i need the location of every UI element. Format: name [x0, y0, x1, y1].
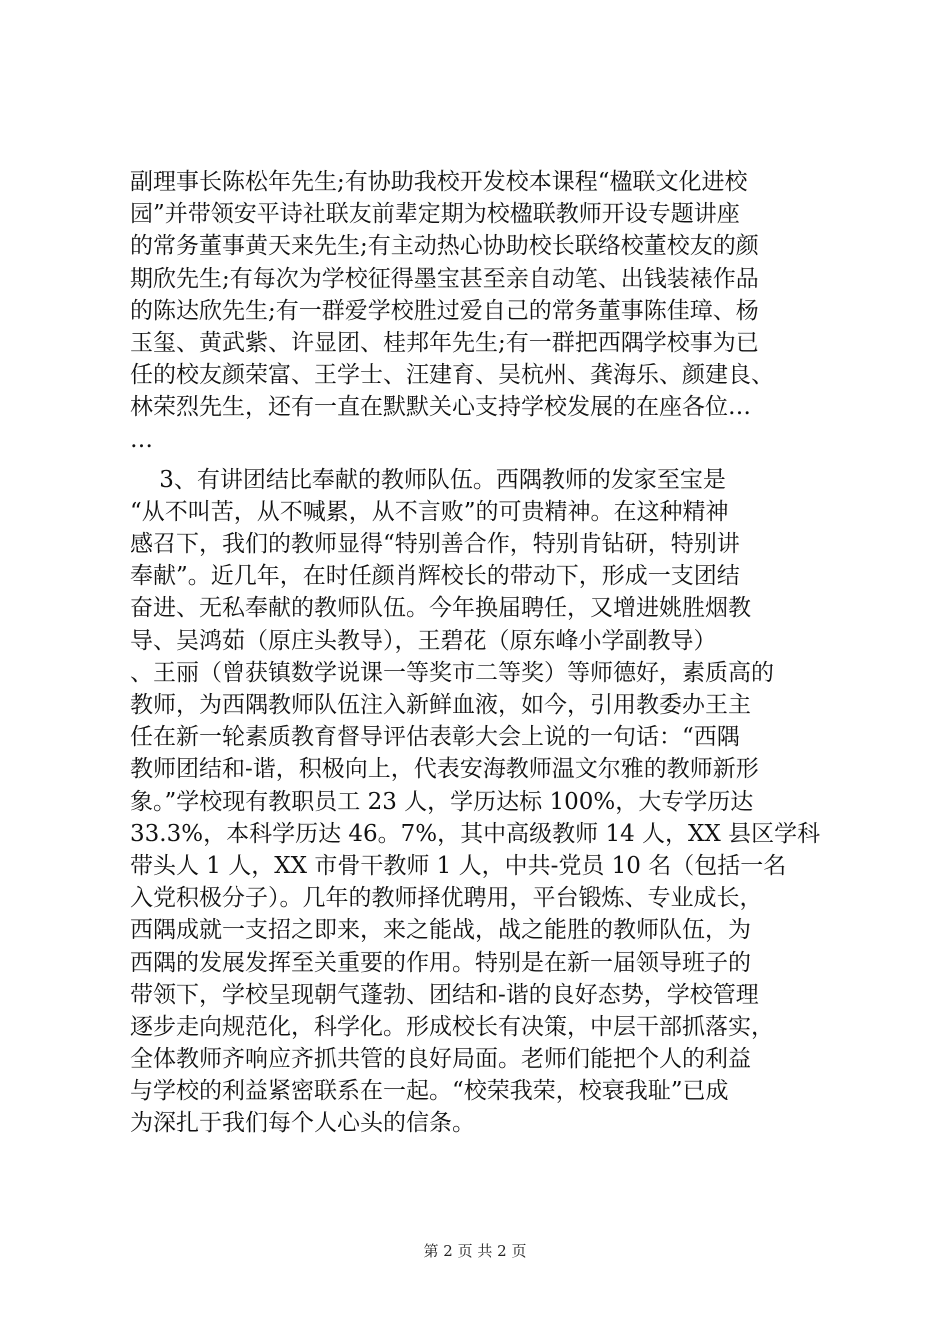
paragraph-supporters [130, 166, 830, 456]
text-line: 导、吴鸿茹（原庄头教导），王碧花（原东峰小学副教导） [130, 627, 717, 654]
text-line: 33.3%，本科学历达 46。7%，其中高级教师 14 人，XX 县区学科 [130, 820, 821, 847]
text-line: … [130, 426, 153, 453]
text-line: 副理事长陈松年先生;有协助我校开发校本课程“楹联文化进校 [130, 169, 748, 195]
text-line: 任在新一轮素质教育督导评估表彰大会上说的一句话：“西隅 [130, 724, 740, 751]
text-line: 教师团结和-谐，积极向上，代表安海教师温文尔雅的教师新形 [130, 756, 759, 783]
text-line: 奉献”。近几年，在时任颜肖辉校长的带动下，形成一支团结 [130, 563, 740, 590]
text-line: 的陈达欣先生;有一群爱学校胜过爱自己的常务董事陈佳璋、杨 [130, 297, 759, 324]
text-line: 带头人 1 人，XX 市骨干教师 1 人，中共-党员 10 名（包括一名 [130, 852, 787, 879]
text-line: 象。”学校现有教职员工 23 人，学历达标 100%，大专学历达 [130, 788, 754, 815]
paragraph-teachers [130, 464, 830, 1140]
text-line: 林荣烈先生，还有一直在默默关心支持学校发展的在座各位… [130, 394, 751, 421]
text-line: 奋进、无私奉献的教师队伍。今年换届聘任，又增进姚胜烟教 [130, 595, 751, 622]
text-line: 入党积极分子）。几年的教师择优聘用，平台锻炼、专业成长， [130, 885, 763, 912]
text-line: 教师，为西隅教师队伍注入新鲜血液，如今，引用教委办王主 [130, 692, 751, 718]
text-line: 任的校友颜荣富、王学士、汪建育、吴杭州、龚海乐、颜建良、 [130, 362, 774, 389]
text-line: 3、有讲团结比奉献的教师队伍。西隅教师的发家至宝是 [130, 466, 726, 493]
text-line: 期欣先生;有每次为学校征得墨宝甚至亲自动笔、出钱装裱作品 [130, 265, 759, 292]
text-line: 为深扎于我们每个人心头的信条。 [130, 1110, 475, 1137]
text-line: 带领下，学校呈现朝气蓬勃、团结和-谐的良好态势，学校管理 [130, 981, 759, 1008]
text-line: 的常务董事黄天来先生;有主动热心协助校长联络校董校友的颜 [130, 233, 759, 260]
text-line: 全体教师齐响应齐抓共管的良好局面。老师们能把个人的利益 [130, 1046, 751, 1073]
text-line: 西隅成就一支招之即来，来之能战，战之能胜的教师队伍，为 [130, 917, 751, 944]
text-line: 、王丽（曾获镇数学说课一等奖市二等奖）等师德好，素质高的 [130, 659, 774, 686]
text-line: 西隅的发展发挥至关重要的作用。特别是在新一届领导班子的 [130, 949, 751, 976]
text-line: 感召下，我们的教师显得“特别善合作，特别肯钻研，特别讲 [130, 531, 740, 558]
text-line: 与学校的利益紧密联系在一起。“校荣我荣，校衰我耻”已成 [130, 1078, 729, 1105]
page-footer [0, 1240, 950, 1261]
page-number: 第 2 页 共 2 页 [423, 1242, 527, 1260]
paragraph-gap [130, 456, 830, 464]
text-line: 玉玺、黄武紫、许显团、桂邦年先生;有一群把西隅学校事为已 [130, 329, 759, 356]
text-line: “从不叫苦，从不喊累，从不言败”的可贵精神。在这种精神 [130, 498, 729, 525]
text-line: 园”并带领安平诗社联友前辈定期为校楹联教师开设专题讲座 [130, 201, 740, 228]
document-body [130, 166, 830, 1140]
text-line: 逐步走向规范化，科学化。形成校长有决策，中层干部抓落实， [130, 1013, 774, 1040]
